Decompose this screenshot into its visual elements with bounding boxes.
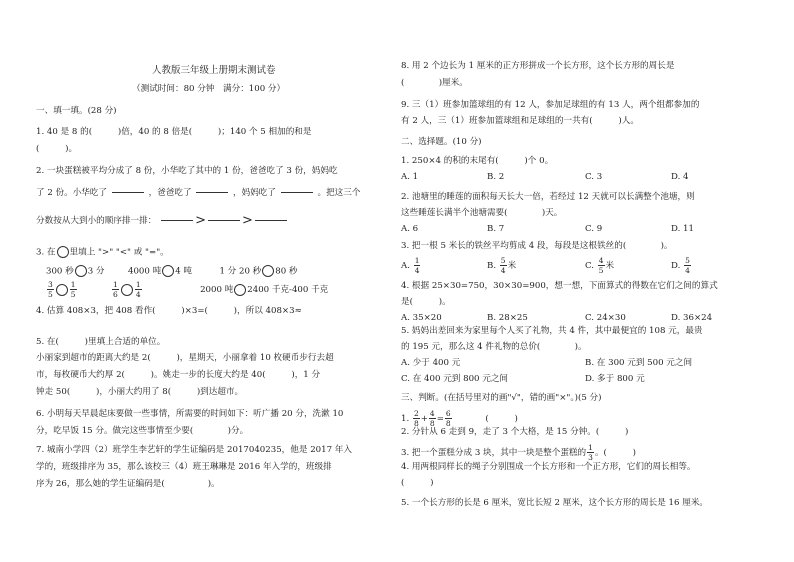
compare-circle[interactable] <box>75 265 87 277</box>
question-2-text-a: 了 2 份。小华吃了 <box>36 188 108 198</box>
choice-3: 3. 把一根 5 米长的铁丝平均剪成 4 段，每段是这根铁丝的( )。 <box>401 241 673 251</box>
option-b[interactable]: B. 2 <box>487 172 505 182</box>
compare-circle-icon <box>57 246 69 258</box>
question-1-line-2: ( )。 <box>36 144 78 154</box>
fraction: $\frac{5}{4}$ <box>500 256 506 275</box>
choice-1: 1. 250×4 的积的末尾有( )个 0。 <box>401 156 554 166</box>
compare-item: 4 吨 <box>175 266 192 277</box>
compare-item: 80 秒 <box>275 266 298 277</box>
question-3-row-1 <box>46 265 298 278</box>
fraction-blank-mom[interactable] <box>281 184 313 201</box>
question-4: 4. 估算 408×3，把 408 看作( )×3=( )，所以 408×3≈ <box>36 306 302 316</box>
question-3-text-b: 里填上 ">" "<" 或 "="。 <box>69 247 169 258</box>
judge-4-line-1: 4. 用两根同样长的绳子分别围成一个长方形和一个正方形，它们的周长相等。 <box>401 462 696 472</box>
choice-4-options <box>401 313 712 324</box>
compare-item: 2000 吨 <box>200 285 234 295</box>
option-a[interactable]: A. $\frac{1}{4}$ <box>401 256 420 275</box>
choice-5-options-row-1 <box>401 358 692 369</box>
choice-2-line-2: 这些睡莲长满半个池塘需要( )天。 <box>401 208 563 218</box>
fraction: $\frac{4}{8}$ <box>429 409 435 428</box>
option-c[interactable]: C. 3 <box>585 172 603 182</box>
judge-answer-blank[interactable]: 。( ) <box>594 448 637 458</box>
option-d[interactable]: D. 多于 800 元 <box>585 374 645 384</box>
fraction: $\frac{5}{4}$ <box>685 256 690 275</box>
fraction-1-6: $\frac{1}{6}$ <box>113 280 118 299</box>
compare-item: 1 分 20 秒 <box>219 266 262 277</box>
section-choice-heading: 二、选择题。(10 分) <box>401 137 482 147</box>
judge-5: 5. 一个长方形的长是 6 厘米，宽比长短 2 厘米，这个长方形的周长是 16 厘米。 <box>401 498 709 508</box>
order-blank-1[interactable] <box>161 212 193 229</box>
question-3-instruction <box>36 246 169 259</box>
greater-than-sign: > <box>195 213 206 228</box>
fraction: $\frac{4}{5}$ <box>598 256 604 275</box>
order-blank-3[interactable] <box>255 212 287 229</box>
question-5-line-1: 5. 在( )里填上合适的单位。 <box>36 337 166 347</box>
question-5-line-3: 市，每枚硬币大约厚 2( )。姚走一步的长度大约是 40( )，1 分 <box>36 370 321 380</box>
question-7-line-2: 学的，班级排序为 35，那么该校三（4）班王琳琳是 2016 年入学的，班级排 <box>36 462 332 472</box>
choice-1-options <box>401 172 689 183</box>
fraction: $\frac{1}{4}$ <box>414 256 420 275</box>
question-3-text-a: 3. 在 <box>36 247 56 258</box>
choice-5-line-1: 5. 妈妈出差回来为家里每个人买了礼物，共 4 件，其中最便宜的 108 元，最贵 <box>401 326 703 336</box>
fraction-1-4: $\frac{1}{4}$ <box>135 280 141 299</box>
question-3-row-2 <box>46 280 328 299</box>
question-5-line-4: 钟走 50( )，小丽大约用了 8( )到达超市。 <box>36 387 244 397</box>
choice-2-line-1: 2. 池塘里的睡莲的面积每天长大一倍，若经过 12 天就可以长满整个池塘，则 <box>401 192 695 202</box>
compare-circle[interactable] <box>56 284 68 296</box>
choice-5-options-row-2 <box>401 374 645 385</box>
question-2-order-label: 分数按从大到小的顺序排一排： <box>36 216 157 226</box>
question-2-line-3 <box>36 212 289 229</box>
fraction-blank-dad[interactable] <box>196 184 228 201</box>
question-6-line-2: 分，吃早饭 15 分。做完这些事情至少要( )分。 <box>36 426 249 436</box>
option-d[interactable]: D. $\frac{5}{4}$ <box>671 256 690 275</box>
choice-3-options <box>401 256 692 275</box>
fraction-1-5: $\frac{1}{5}$ <box>70 280 76 299</box>
compare-circle[interactable] <box>234 284 246 296</box>
question-7-line-1: 7. 城南小学四（2）班学生李艺轩的学生证编码是 2017040235，他是 2017 年入 <box>36 445 352 455</box>
question-2-line-2 <box>36 184 360 201</box>
option-a[interactable]: A. 6 <box>401 224 419 234</box>
option-d[interactable]: D. 36×24 <box>671 313 713 323</box>
question-6-line-1: 6. 小明每天早晨起床要做一些事情，所需要的时间如下：听广播 20 分，洗漱 10 <box>36 409 344 419</box>
choice-5-line-2: 的 195 元，那么这 4 件礼物的总价( )。 <box>401 342 587 352</box>
page-title: 人教版三年级上册期末测试卷 <box>152 65 276 76</box>
judge-answer-blank[interactable]: ( ) <box>485 414 518 424</box>
fraction: $\frac{2}{8}$ <box>413 409 419 428</box>
question-7-line-3: 序为 26，那么她的学生证编码是( )。 <box>36 479 220 489</box>
option-b[interactable]: B. $\frac{5}{4}$ 米 <box>487 256 517 275</box>
compare-circle[interactable] <box>162 265 174 277</box>
fraction-blank-xiaohua[interactable] <box>112 184 144 201</box>
fraction: $\frac{1}{3}$ <box>588 443 593 462</box>
compare-circle[interactable] <box>262 265 274 277</box>
option-a[interactable]: A. 少于 400 元 <box>401 358 461 368</box>
question-2-text-d: 。把这三个 <box>317 188 361 198</box>
fraction: $\frac{6}{8}$ <box>445 409 451 428</box>
greater-than-sign: > <box>241 213 253 228</box>
option-a[interactable]: A. 35×20 <box>401 313 442 323</box>
option-c[interactable]: C. $\frac{4}{5}$ 米 <box>585 256 615 275</box>
fraction-3-5: $\frac{3}{5}$ <box>48 280 53 299</box>
option-a[interactable]: A. 1 <box>401 172 419 182</box>
option-c[interactable]: C. 9 <box>585 224 603 234</box>
option-c[interactable]: C. 24×30 <box>585 313 626 323</box>
judge-1-number: 1. <box>401 414 410 424</box>
option-d[interactable]: D. 11 <box>671 224 694 234</box>
question-1-line-1: 1. 40 是 8 的( )倍，40 的 8 倍是( )；140 个 5 相加的和是 <box>36 127 312 137</box>
question-9-line-1: 9. 三（1）班参加篮球组的有 12 人，参加足球组的有 13 人，两个组都参加的 <box>401 100 700 110</box>
option-b[interactable]: B. 28×25 <box>487 313 528 323</box>
question-9-line-2: 有 2 人，三（1）班参加篮球组和足球组的一共有( )人。 <box>401 116 639 126</box>
question-5-line-2: 小丽家到超市的距离大约是 2( )，星期天，小丽拿着 10 枚硬币步行去超 <box>36 353 334 363</box>
judge-4-line-2[interactable]: ( ) <box>401 478 434 488</box>
judge-3 <box>401 443 636 462</box>
option-c[interactable]: C. 在 400 元到 800 元之间 <box>401 374 509 384</box>
choice-2-options <box>401 224 694 235</box>
judge-1: 1. $\frac{2}{8}$ + $\frac{4}{8}$ = $\frac{6}{8}$ ( ) <box>401 409 518 428</box>
option-b[interactable]: B. 在 300 元到 500 元之间 <box>585 358 693 368</box>
judge-2: 2. 分针从 6 走到 9，走了 3 个大格，是 15 分钟。( ) <box>401 427 629 437</box>
compare-item: 4000 吨 <box>128 266 162 277</box>
compare-circle[interactable] <box>121 284 133 296</box>
option-b[interactable]: B. 7 <box>487 224 505 234</box>
question-2-text-c: ，妈妈吃了 <box>233 188 276 198</box>
page-subtitle: （测试时间：80 分钟 满分：100 分） <box>132 84 286 94</box>
compare-item: 3 分 <box>87 266 105 277</box>
question-8-line-2: ( )厘米。 <box>401 78 468 88</box>
question-2-text-b: ，爸爸吃了 <box>148 188 192 198</box>
question-8-line-1: 8. 用 2 个边长为 1 厘米的正方形拼成一个长方形，这个长方形的周长是 <box>401 61 675 71</box>
section-judge-heading: 三、判断。(在括号里对的画"√"，错的画"×"。)(5 分) <box>401 393 602 403</box>
question-2-line-1: 2. 一块蛋糕被平均分成了 8 份，小华吃了其中的 1 份，爸爸吃了 3 份，妈妈吃 <box>36 166 338 176</box>
compare-item: 300 秒 <box>46 266 74 277</box>
section-fill-in-heading: 一、填一填。(28 分) <box>36 106 117 116</box>
order-blank-2[interactable] <box>208 212 240 229</box>
compare-item: 2400 千克-400 千克 <box>247 285 329 295</box>
choice-4-line-2: 是( )。 <box>401 297 451 307</box>
choice-4-line-1: 4. 根据 25×30=750，30×30=900，想一想，下面算式的得数在它们之间的算式 <box>401 281 718 291</box>
judge-3-text: 3. 把一个蛋糕分成 3 块，其中一块是整个蛋糕的 <box>401 448 587 458</box>
option-d[interactable]: D. 4 <box>671 172 689 182</box>
